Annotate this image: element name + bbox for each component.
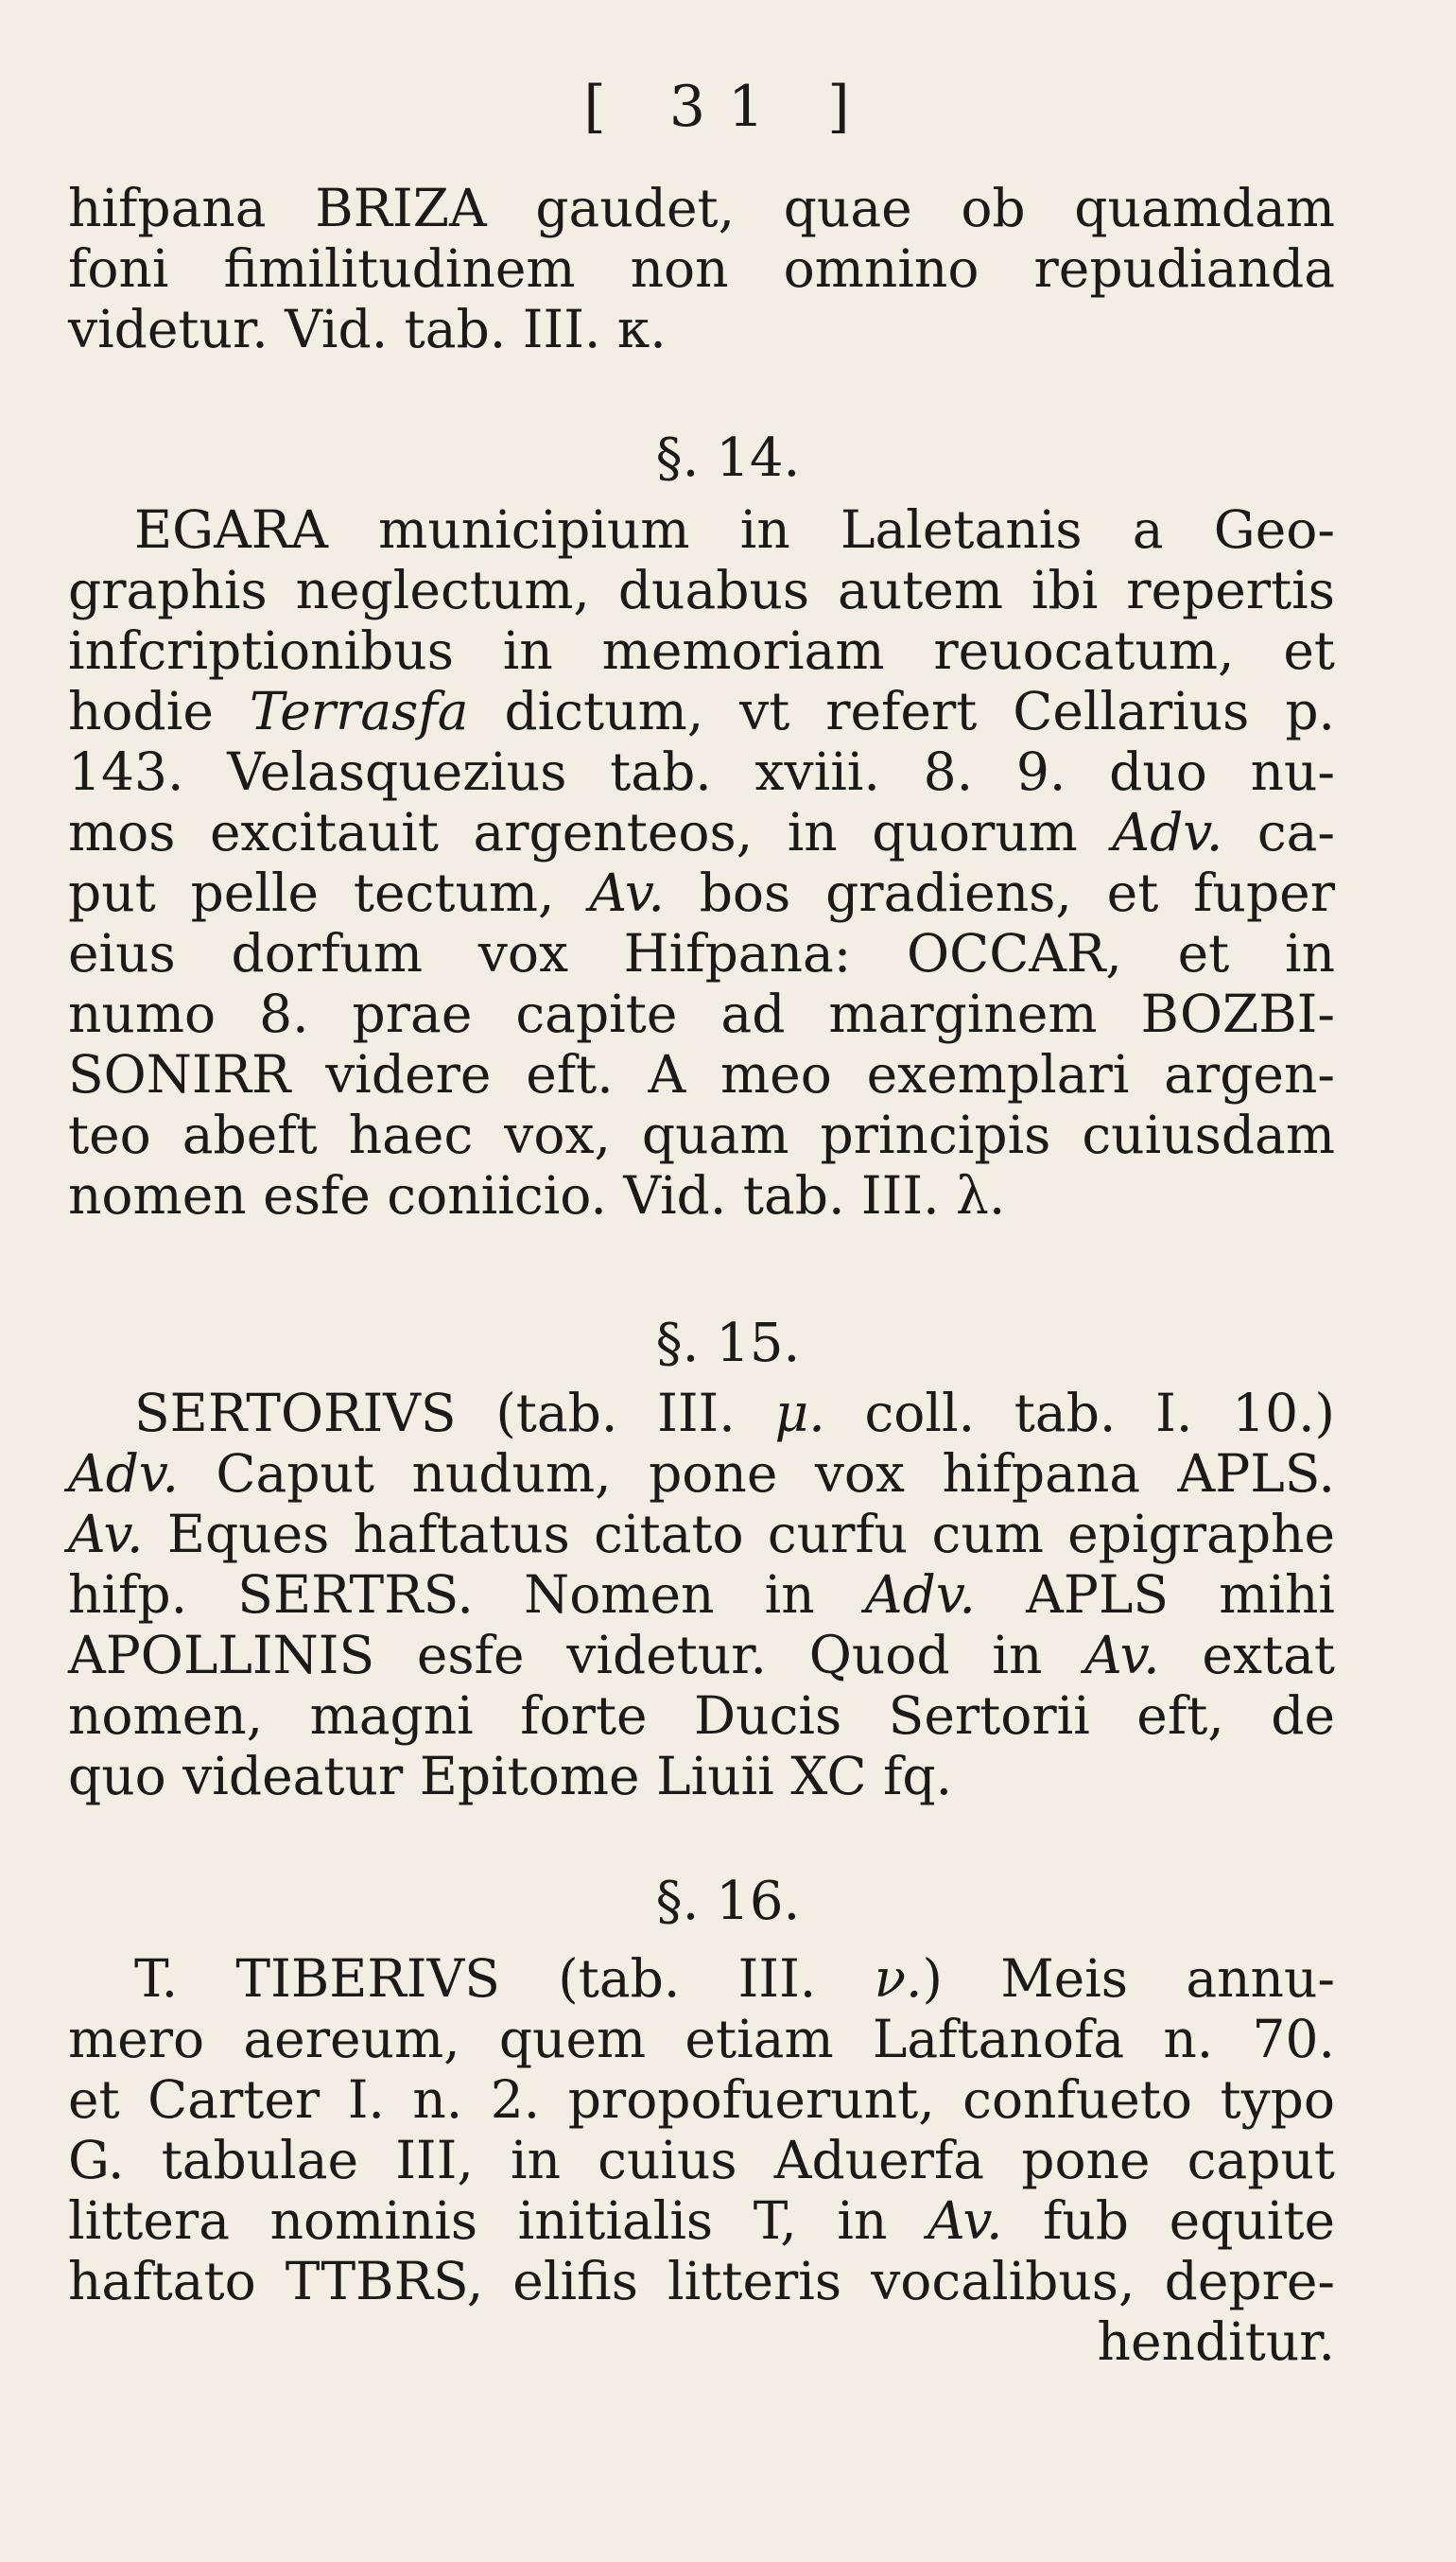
- text-line: mero aereum, quem etiam Laftanofa n. 70.: [68, 2009, 1335, 2069]
- paragraph-briza: [68, 178, 1335, 359]
- section-heading-16: §. 16.: [655, 1871, 801, 1932]
- section-heading-14: §. 14.: [655, 427, 801, 489]
- text-line: foni fimilitudinem non omnino repudianda: [68, 238, 1335, 299]
- page-number: [ 31 ]: [583, 74, 873, 140]
- text-line: G. tabulae III, in cuius Aduerfa pone caput: [68, 2130, 1335, 2190]
- text-line: put pelle tectum, Av. bos gradiens, et fuper: [68, 863, 1335, 923]
- text-line: videtur. Vid. tab. III. κ.: [68, 299, 667, 359]
- paragraph-sertorius: [68, 1383, 1335, 1806]
- text-line: mos excitauit argenteos, in quorum Adv. ca-: [68, 802, 1335, 863]
- text-line: nomen esfe coniicio. Vid. tab. III. λ.: [68, 1165, 1006, 1226]
- text-line: henditur.: [1097, 2311, 1335, 2372]
- text-line: graphis neglectum, duabus autem ibi repertis: [68, 560, 1335, 620]
- text-line: EGARA municipium in Laletanis a Geo-: [134, 499, 1335, 560]
- text-line: SERTORIVS (tab. III. μ. coll. tab. I. 10.): [134, 1383, 1336, 1443]
- text-line: et Carter I. n. 2. propofuerunt, confueto typo: [68, 2069, 1335, 2130]
- text-line: nomen, magni forte Ducis Sertorii eft, de: [68, 1685, 1335, 1746]
- text-line: teo abeft haec vox, quam principis cuiusdam: [68, 1105, 1335, 1165]
- paragraph-tiberius: [68, 1948, 1335, 2372]
- text-line: hifpana BRIZA gaudet, quae ob quamdam: [68, 178, 1335, 238]
- paragraph-egara: [68, 499, 1335, 1226]
- text-line: hodie Terrasfa dictum, vt refert Cellarius p.: [68, 681, 1336, 741]
- text-line: numo 8. prae capite ad marginem BOZBI-: [68, 984, 1335, 1044]
- text-line: SONIRR videre eft. A meo exemplari argen-: [68, 1044, 1335, 1105]
- text-line: Av. Eques haftatus citato curfu cum epigraphe: [68, 1504, 1335, 1564]
- text-line: eius dorfum vox Hifpana: OCCAR, et in: [68, 923, 1335, 984]
- text-line: hifp. SERTRS. Nomen in Adv. APLS mihi: [68, 1564, 1336, 1625]
- text-line: littera nominis initialis T, in Av. fub equite: [68, 2190, 1335, 2251]
- text-line: quo videatur Epitome Liuii XC fq.: [68, 1746, 953, 1806]
- text-line: haftato TTBRS, elifis litteris vocalibus, depre-: [68, 2251, 1335, 2311]
- text-line: 143. Velasquezius tab. xviii. 8. 9. duo nu-: [68, 741, 1335, 802]
- text-line: APOLLINIS esfe videtur. Quod in Av. extat: [68, 1625, 1335, 1685]
- section-heading-15: §. 15.: [655, 1313, 801, 1374]
- text-line: infcriptionibus in memoriam reuocatum, et: [68, 620, 1335, 681]
- text-line: Adv. Caput nudum, pone vox hifpana APLS.: [68, 1443, 1335, 1504]
- text-line: T. TIBERIVS (tab. III. ν.) Meis annu-: [134, 1948, 1335, 2009]
